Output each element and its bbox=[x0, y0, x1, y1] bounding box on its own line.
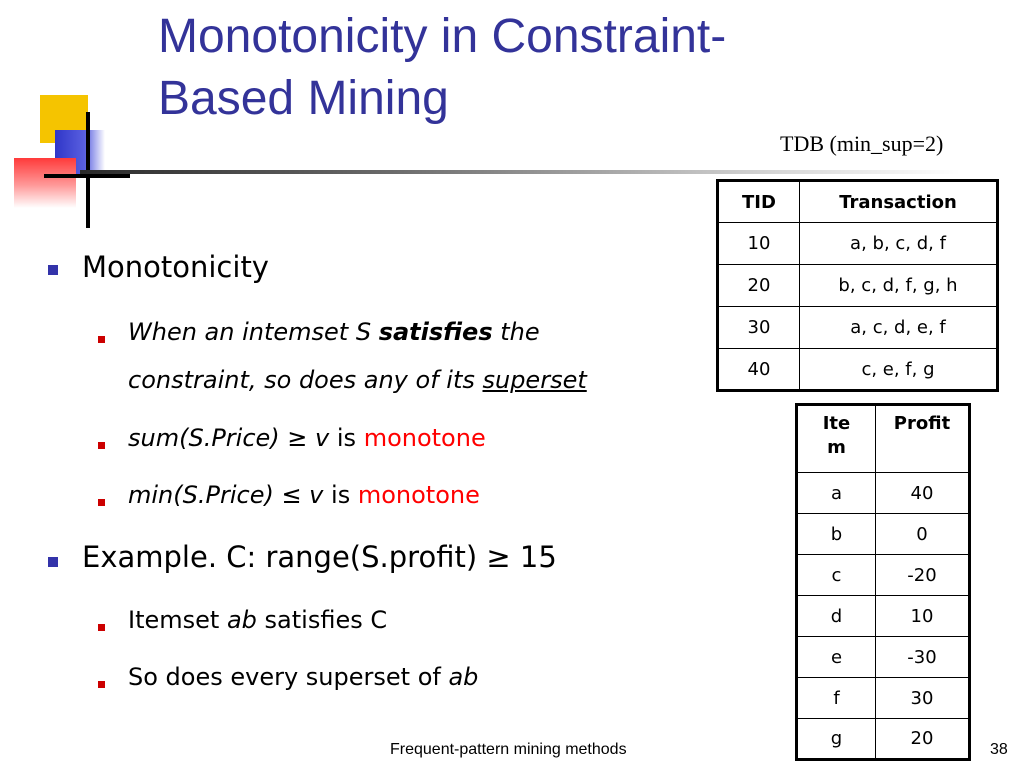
slide-footer: Frequent-pattern mining methods bbox=[390, 741, 627, 758]
transaction-table bbox=[716, 179, 999, 392]
tid-cell: 20 bbox=[718, 265, 800, 307]
logo-red-square bbox=[14, 158, 76, 208]
bullet-sum-monotone bbox=[128, 414, 486, 462]
bullet-min-monotone bbox=[128, 471, 480, 519]
title-line-1: Monotonicity in Constraint- bbox=[158, 10, 727, 63]
transaction-cell: a, b, c, d, f bbox=[800, 223, 998, 265]
superset-ab: ab bbox=[448, 663, 479, 691]
profit-table bbox=[795, 403, 971, 761]
table-row bbox=[718, 265, 998, 307]
itemset-satisfies: satisfies C bbox=[256, 606, 388, 634]
transaction-cell: c, e, f, g bbox=[800, 349, 998, 391]
item-cell: f bbox=[797, 678, 876, 719]
rule-text-line2: constraint, so does any of its bbox=[128, 366, 483, 394]
page-number: 38 bbox=[990, 741, 1008, 758]
header-profit: Profit bbox=[876, 405, 970, 473]
profit-cell: -20 bbox=[876, 555, 970, 596]
item-cell: b bbox=[797, 514, 876, 555]
item-cell: e bbox=[797, 637, 876, 678]
min-is: is bbox=[331, 481, 358, 509]
bullet-square-icon bbox=[48, 265, 58, 275]
tid-cell: 10 bbox=[718, 223, 800, 265]
bullet-superset-ab bbox=[128, 653, 478, 701]
itemset-ab: ab bbox=[226, 606, 257, 634]
item-cell: d bbox=[797, 596, 876, 637]
profit-cell: 0 bbox=[876, 514, 970, 555]
itemset-text: Itemset bbox=[128, 606, 227, 634]
item-cell: c bbox=[797, 555, 876, 596]
table-row bbox=[718, 223, 998, 265]
header-transaction: Transaction bbox=[800, 181, 998, 223]
item-cell: g bbox=[797, 719, 876, 760]
rule-text-part2: the bbox=[492, 318, 540, 346]
transaction-cell: b, c, d, f, g, h bbox=[800, 265, 998, 307]
bullet-monotonicity: Monotonicity bbox=[82, 250, 269, 284]
transaction-cell: a, c, d, e, f bbox=[800, 307, 998, 349]
title-underline-rule bbox=[80, 170, 960, 174]
table-header-row bbox=[797, 405, 970, 473]
sub-bullet-square-icon bbox=[98, 442, 105, 449]
profit-cell: 30 bbox=[876, 678, 970, 719]
table-header-row bbox=[718, 181, 998, 223]
sum-expression: sum(S.Price) ≥ v bbox=[128, 424, 330, 452]
header-item bbox=[797, 405, 876, 473]
header-tid: TID bbox=[718, 181, 800, 223]
table-row bbox=[797, 678, 970, 719]
tid-cell: 40 bbox=[718, 349, 800, 391]
bullet-itemset-ab bbox=[128, 596, 387, 644]
sum-monotone-label: monotone bbox=[363, 424, 486, 452]
table-row bbox=[797, 473, 970, 514]
profit-cell: 20 bbox=[876, 719, 970, 760]
bullet-superset-rule bbox=[128, 308, 728, 404]
table-row bbox=[718, 349, 998, 391]
min-monotone-label: monotone bbox=[357, 481, 480, 509]
header-item-line-2: m bbox=[827, 437, 846, 458]
table-row bbox=[797, 719, 970, 760]
logo-horizontal-line bbox=[44, 174, 130, 178]
sub-bullet-square-icon bbox=[98, 624, 105, 631]
slide-title bbox=[158, 6, 858, 130]
title-line-2: Based Mining bbox=[158, 72, 449, 125]
profit-cell: 10 bbox=[876, 596, 970, 637]
bullet-square-icon bbox=[48, 557, 58, 567]
bullet-example: Example. C: range(S.profit) ≥ 15 bbox=[82, 540, 557, 574]
tdb-caption: TDB (min_sup=2) bbox=[780, 131, 944, 156]
min-expression: min(S.Price) ≤ v bbox=[128, 481, 324, 509]
superset-text: So does every superset of bbox=[128, 663, 449, 691]
table-row bbox=[797, 555, 970, 596]
table-row bbox=[797, 596, 970, 637]
table-row bbox=[718, 307, 998, 349]
sub-bullet-square-icon bbox=[98, 499, 105, 506]
sub-bullet-square-icon bbox=[98, 681, 105, 688]
tid-cell: 30 bbox=[718, 307, 800, 349]
header-item-line-1: Ite bbox=[822, 413, 851, 434]
rule-text-superset: superset bbox=[482, 366, 587, 394]
rule-text-bold: satisfies bbox=[378, 318, 493, 346]
sum-is: is bbox=[336, 424, 364, 452]
table-row bbox=[797, 514, 970, 555]
rule-text-part1: When an intemset S bbox=[128, 318, 379, 346]
item-cell: a bbox=[797, 473, 876, 514]
sub-bullet-square-icon bbox=[98, 336, 105, 343]
table-row bbox=[797, 637, 970, 678]
profit-cell: 40 bbox=[876, 473, 970, 514]
profit-cell: -30 bbox=[876, 637, 970, 678]
